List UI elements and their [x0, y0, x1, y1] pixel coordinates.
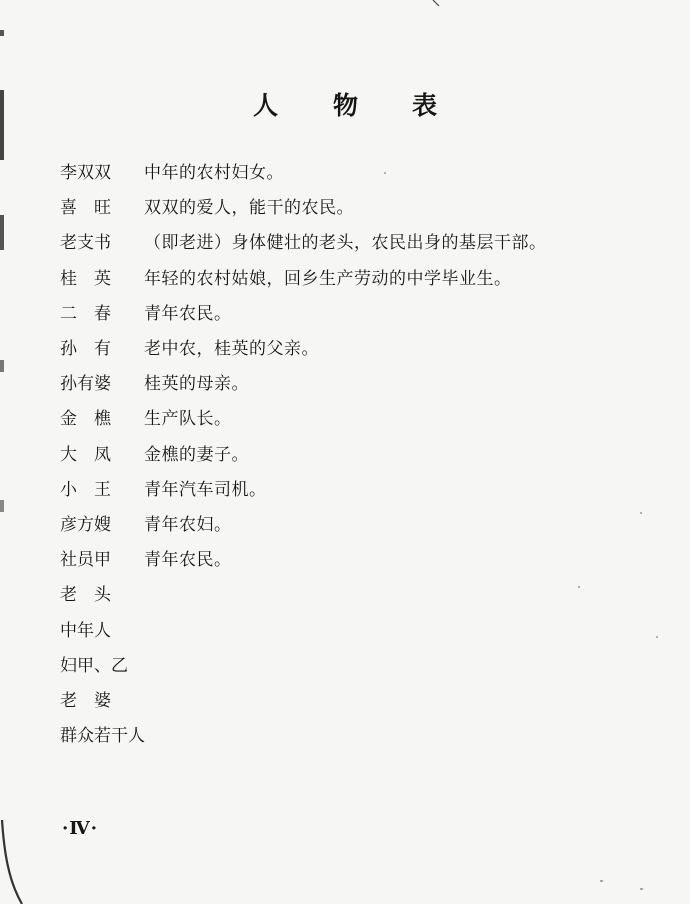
speck — [600, 880, 603, 882]
cast-name: 孙有婆 — [60, 374, 111, 395]
cast-name: 李双双 — [60, 163, 111, 184]
cast-row — [60, 364, 660, 399]
cast-list — [60, 153, 660, 751]
cast-row — [60, 435, 660, 470]
cast-description: 生产队长。 — [144, 409, 232, 430]
cast-name: 金 樵 — [60, 409, 111, 430]
cast-description: 青年农妇。 — [144, 514, 232, 535]
cast-row — [60, 540, 660, 575]
cast-row — [60, 716, 660, 751]
cast-description: 金樵的妻子。 — [144, 444, 249, 465]
binding-edge — [0, 0, 4, 904]
cast-row — [60, 575, 660, 610]
cast-row — [60, 681, 660, 716]
cast-description: 青年农民。 — [144, 550, 232, 571]
cast-description: 中年的农村妇女。 — [144, 163, 284, 184]
cast-row — [60, 223, 660, 258]
cast-row — [60, 259, 660, 294]
cast-description: 双双的爱人，能干的农民。 — [144, 198, 354, 219]
cast-name: 二 春 — [60, 303, 111, 324]
cast-row — [60, 646, 660, 681]
cast-row — [60, 505, 660, 540]
cast-name: 大 凤 — [60, 444, 111, 465]
cast-name: 老 头 — [60, 585, 111, 606]
cast-name: 群众若干人 — [60, 726, 145, 747]
title-char: 表 — [412, 91, 438, 120]
cast-description: 青年农民。 — [144, 303, 232, 324]
cast-name: 桂 英 — [60, 268, 111, 289]
cast-name: 孙 有 — [60, 339, 111, 360]
cast-description: 桂英的母亲。 — [144, 374, 249, 395]
cast-name: 小 王 — [60, 479, 111, 500]
cast-row — [60, 294, 660, 329]
title-char: 物 — [333, 91, 359, 120]
cast-name: 喜 旺 — [60, 198, 111, 219]
cast-description: 老中农，桂英的父亲。 — [144, 339, 319, 360]
cast-name: 妇甲、乙 — [60, 655, 128, 676]
cast-name: 老 婆 — [60, 690, 111, 711]
binding-curve — [0, 820, 30, 904]
cast-name: 中年人 — [60, 620, 111, 641]
speck — [640, 888, 643, 890]
cast-name: 社员甲 — [60, 550, 111, 571]
cast-row — [60, 610, 660, 645]
top-mark — [432, 0, 444, 8]
title-char: 人 — [253, 91, 279, 120]
cast-description: （即老进）身体健壮的老头，农民出身的基层干部。 — [144, 233, 547, 254]
cast-row — [60, 188, 660, 223]
cast-description: 年轻的农村姑娘，回乡生产劳动的中学毕业生。 — [144, 268, 512, 289]
cast-name: 彦方嫂 — [60, 514, 111, 535]
cast-row — [60, 399, 660, 434]
cast-row — [60, 329, 660, 364]
cast-row — [60, 470, 660, 505]
page-number: ·Ⅳ· — [62, 818, 98, 839]
cast-row — [60, 153, 660, 188]
cast-description: 青年汽车司机。 — [144, 479, 267, 500]
cast-name: 老支书 — [60, 233, 111, 254]
